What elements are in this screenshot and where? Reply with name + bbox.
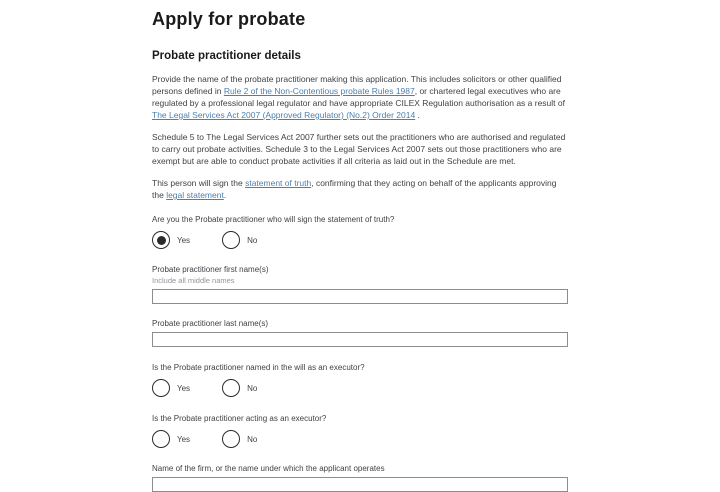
field-practitioner-last-names — [152, 318, 570, 347]
intro-text: This person will sign the — [152, 178, 246, 188]
intro-text: , or chartered legal executives who are regulated by a professional legal regulator and have appropriate CILEX Regulation authorisation as a result of — [152, 86, 565, 108]
radio-option-no[interactable] — [222, 379, 257, 397]
radio-label: No — [247, 434, 258, 444]
radio-button-icon[interactable] — [222, 379, 240, 397]
radio-label: Yes — [177, 235, 191, 245]
field-firm-name — [152, 463, 570, 492]
section-heading: Probate practitioner details — [152, 50, 301, 62]
radio-button-selected-icon[interactable] — [152, 231, 170, 249]
field-label: Probate practitioner last name(s) — [152, 319, 269, 328]
field-label: Name of the firm, or the name under which the applicant operates — [152, 464, 385, 473]
radio-label: No — [247, 383, 258, 393]
last-names-input[interactable] — [152, 332, 568, 347]
link-non-contentious-probate-rules[interactable]: Rule 2 of the Non-Contentious probate Rules 1987 — [223, 86, 415, 96]
radio-button-icon[interactable] — [222, 231, 240, 249]
field-practitioner-first-names — [152, 264, 570, 304]
first-names-input[interactable] — [152, 289, 568, 304]
intro-text: . — [415, 110, 420, 120]
intro-text: . — [223, 190, 227, 200]
radio-option-yes[interactable] — [152, 379, 190, 397]
link-legal-statement[interactable]: legal statement — [166, 190, 224, 200]
question-sign-statement-of-truth — [152, 214, 570, 250]
question-named-in-will — [152, 362, 570, 398]
radio-option-no[interactable] — [222, 231, 257, 249]
radio-option-yes[interactable] — [152, 430, 190, 448]
link-legal-services-act-order[interactable]: The Legal Services Act 2007 (Approved Regulator) (No.2) Order 2014 — [152, 110, 416, 120]
question-acting-as-executor — [152, 413, 570, 449]
intro-paragraph-1 — [152, 73, 570, 121]
radio-group-sign-statement — [152, 230, 570, 250]
field-label: Probate practitioner first name(s) — [152, 265, 269, 274]
firm-name-input[interactable] — [152, 477, 568, 492]
page-title: Apply for probate — [152, 9, 306, 29]
link-statement-of-truth[interactable]: statement of truth — [245, 178, 312, 188]
intro-text: , confirming that they acting on behalf of the applicants approving the — [152, 178, 557, 200]
intro-paragraph-2: Schedule 5 to The Legal Services Act 2007 further sets out the practitioners who are authorised and regulated to carry out probate activities. Schedule 3 to the Legal Services Act 2007 sets out those practitioners who are exempt but are able to conduct probate activities if all criteria as laid out in the Schedule are met. — [152, 132, 566, 166]
radio-button-icon[interactable] — [222, 430, 240, 448]
radio-label: Yes — [177, 434, 191, 444]
intro-text: Provide the name of the probate practitioner making this application. This includes solicitors or other qualified persons defined in — [152, 74, 562, 96]
question-label: Is the Probate practitioner named in the will as an executor? — [152, 363, 365, 372]
form-page — [152, 0, 570, 492]
radio-label: No — [247, 235, 258, 245]
radio-label: Yes — [177, 383, 191, 393]
field-hint: Include all middle names — [152, 276, 235, 285]
question-label: Is the Probate practitioner acting as an executor? — [152, 414, 327, 423]
radio-option-yes[interactable] — [152, 231, 190, 249]
radio-option-no[interactable] — [222, 430, 257, 448]
radio-group-acting-executor — [152, 429, 570, 449]
radio-button-icon[interactable] — [152, 379, 170, 397]
radio-button-icon[interactable] — [152, 430, 170, 448]
intro-paragraph-3 — [152, 177, 570, 201]
question-label: Are you the Probate practitioner who will sign the statement of truth? — [152, 215, 395, 224]
radio-group-named-in-will — [152, 378, 570, 398]
